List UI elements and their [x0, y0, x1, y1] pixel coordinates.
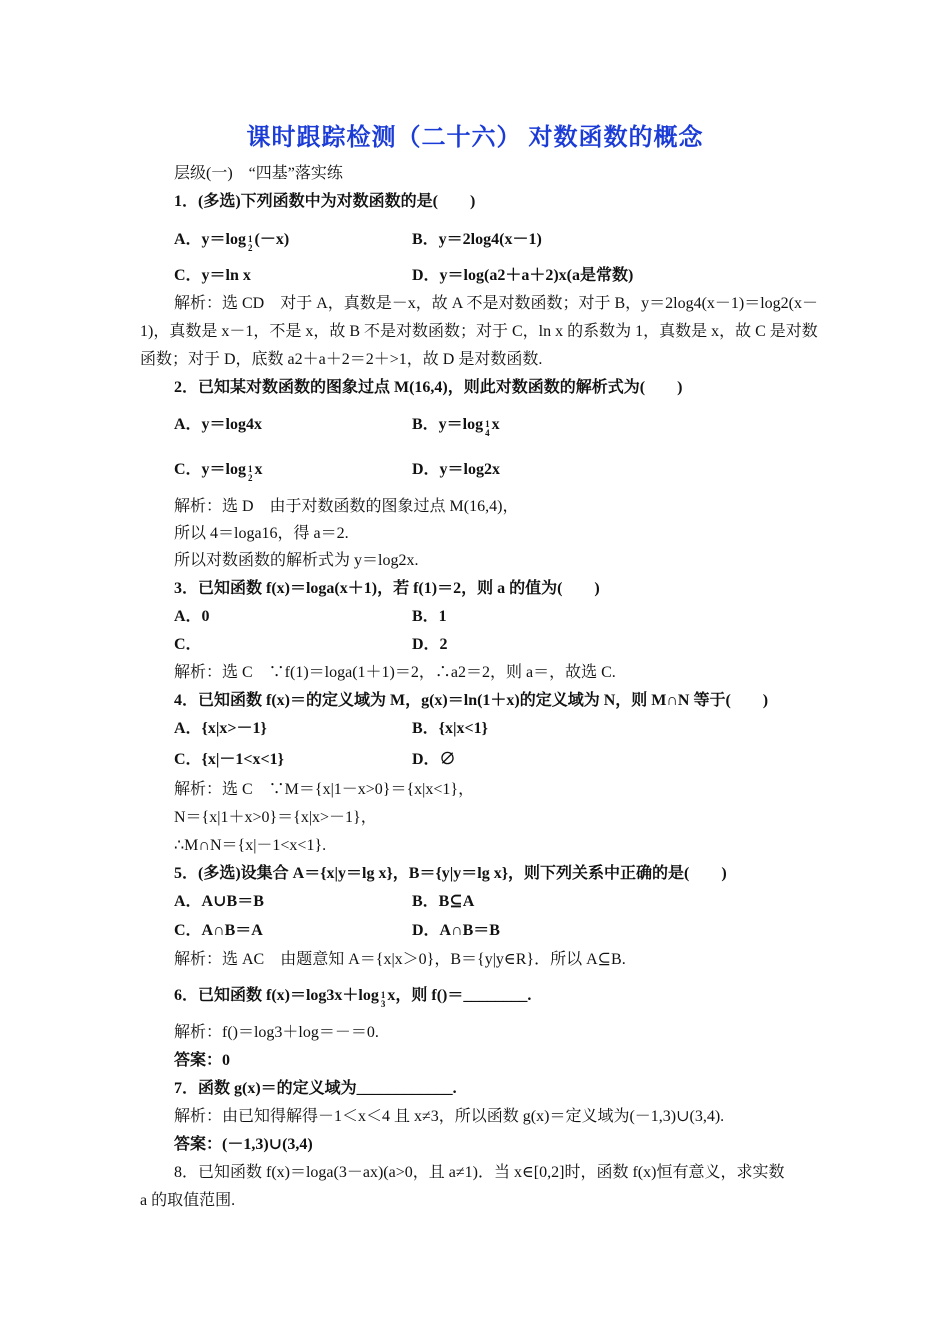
question-4-solution-line-2: N＝{x|1＋x>0}＝{x|x>－1}， [174, 809, 377, 826]
question-2-option-c [174, 460, 263, 483]
question-4-option-b: B．{x|x<1} [412, 720, 488, 737]
question-7-answer: 答案：(－1,3)∪(3,4) [174, 1136, 313, 1153]
question-5-option-c: C．A∩B＝A [174, 922, 263, 939]
stem-text: 6．已知函数 f(x)＝log3x＋log [174, 987, 379, 1004]
log-base-fraction [381, 991, 386, 1009]
question-6-solution: 解析：f()＝log3＋log＝－＝0. [174, 1024, 379, 1041]
question-3-option-d: D．2 [412, 636, 448, 653]
question-3-option-c: C． [174, 636, 202, 653]
fraction-numerator: 1 [380, 990, 386, 1000]
question-3-option-a: A．0 [174, 608, 210, 625]
question-6-stem [174, 986, 531, 1009]
question-8-line-1: 8．已知函数 f(x)＝loga(3－ax)(a>0，且 a≠1)．当 x∈[0,2]时，函数 f(x)恒有意义，求实数 [174, 1164, 785, 1181]
question-7-solution: 解析：由已知得解得－1＜x＜4 且 x≠3，所以函数 g(x)＝定义域为(－1,3)∪(3,4). [174, 1108, 725, 1125]
question-8-line-2: a 的取值范围. [140, 1192, 236, 1209]
log-base-fraction [485, 420, 490, 438]
question-7-stem: 7．函数 g(x)＝的定义域为____________. [174, 1080, 457, 1097]
question-3-option-b: B．1 [412, 608, 447, 625]
option-text-tail: (－x) [254, 231, 290, 248]
question-1-stem: 1．(多选)下列函数中为对数函数的是( ) [174, 193, 476, 210]
question-3-stem: 3．已知函数 f(x)＝loga(x＋1)，若 f(1)＝2，则 a 的值为( ) [174, 580, 600, 597]
option-text: C．y＝log [174, 461, 247, 478]
stem-text-tail: x，则 f()＝________. [387, 987, 532, 1004]
question-1-option-d: D．y＝log(a2＋a＋2)x(a是常数) [412, 267, 634, 284]
fraction-numerator: 1 [248, 464, 253, 474]
log-base-fraction [248, 235, 253, 253]
question-1-option-c: C．y＝ln x [174, 267, 251, 284]
question-6-answer: 答案：0 [174, 1052, 231, 1069]
option-text: B．y＝log [412, 416, 484, 433]
question-3-solution: 解析：选 C ∵f(1)＝loga(1＋1)＝2，∴a2＝2，则 a＝，故选 C. [174, 664, 616, 681]
question-5-option-a: A．A∪B＝B [174, 893, 264, 910]
fraction-denominator: 2 [248, 473, 253, 483]
log-base-fraction [248, 465, 253, 483]
question-5-stem: 5．(多选)设集合 A＝{x|y＝lg x}，B＝{y|y＝lg x}，则下列关系中正确的是( ) [174, 865, 727, 882]
fraction-denominator: 2 [248, 243, 253, 253]
fraction-denominator: 3 [380, 999, 386, 1009]
level-heading: 层级(一) “四基”落实练 [174, 165, 343, 182]
question-1-option-b: B．y＝2log4(x－1) [412, 231, 542, 248]
question-1-solution-line-2: 1)，真数是 x－1，不是 x，故 B 不是对数函数；对于 C，ln x 的系数为 1，真数是 x，故 C 是对数 [140, 323, 818, 340]
question-2-option-a: A．y＝log4x [174, 416, 263, 433]
question-1-option-a [174, 230, 289, 253]
fraction-numerator: 1 [248, 234, 253, 244]
question-4-stem: 4．已知函数 f(x)＝的定义域为 M，g(x)＝ln(1＋x)的定义域为 N，则 M∩N 等于( ) [174, 692, 769, 709]
option-text-tail: x [491, 416, 500, 433]
question-2-solution-line-1: 解析：选 D 由于对数函数的图象过点 M(16,4)， [174, 498, 519, 515]
question-2-solution-line-2: 所以 4＝loga16，得 a＝2. [174, 525, 349, 542]
question-4-solution-line-1: 解析：选 C ∵M＝{x|1－x>0}＝{x|x<1}， [174, 781, 475, 798]
question-4-option-c: C．{x|－1<x<1} [174, 751, 284, 768]
question-5-option-d: D．A∩B＝B [412, 922, 500, 939]
question-5-option-b: B．B⊆A [412, 893, 475, 910]
question-1-solution-line-1: 解析：选 CD 对于 A，真数是－x，故 A 不是对数函数；对于 B，y＝2log4(x－1)＝log2(x－ [174, 295, 819, 312]
option-text: A．y＝log [174, 231, 247, 248]
question-5-solution: 解析：选 AC 由题意知 A＝{x|x＞0}，B＝{y|y∈R}．所以 A⊆B. [174, 951, 626, 968]
question-2-stem: 2．已知某对数函数的图象过点 M(16,4)，则此对数函数的解析式为( ) [174, 379, 683, 396]
question-4-option-a: A．{x|x>－1} [174, 720, 267, 737]
question-4-option-d: D．∅ [412, 751, 456, 768]
fraction-numerator: 1 [485, 419, 490, 429]
question-2-option-b [412, 415, 500, 438]
page-title: 课时跟踪检测（二十六） 对数函数的概念 [246, 125, 704, 151]
question-1-solution-line-3: 函数；对于 D，底数 a2＋a＋2＝2＋>1，故 D 是对数函数. [140, 351, 543, 368]
question-2-solution-line-3: 所以对数函数的解析式为 y＝log2x. [174, 552, 419, 569]
fraction-denominator: 4 [485, 428, 490, 438]
question-2-option-d: D．y＝log2x [412, 461, 501, 478]
option-text-tail: x [254, 461, 263, 478]
question-4-solution-line-3: ∴M∩N＝{x|－1<x<1}. [174, 837, 327, 854]
